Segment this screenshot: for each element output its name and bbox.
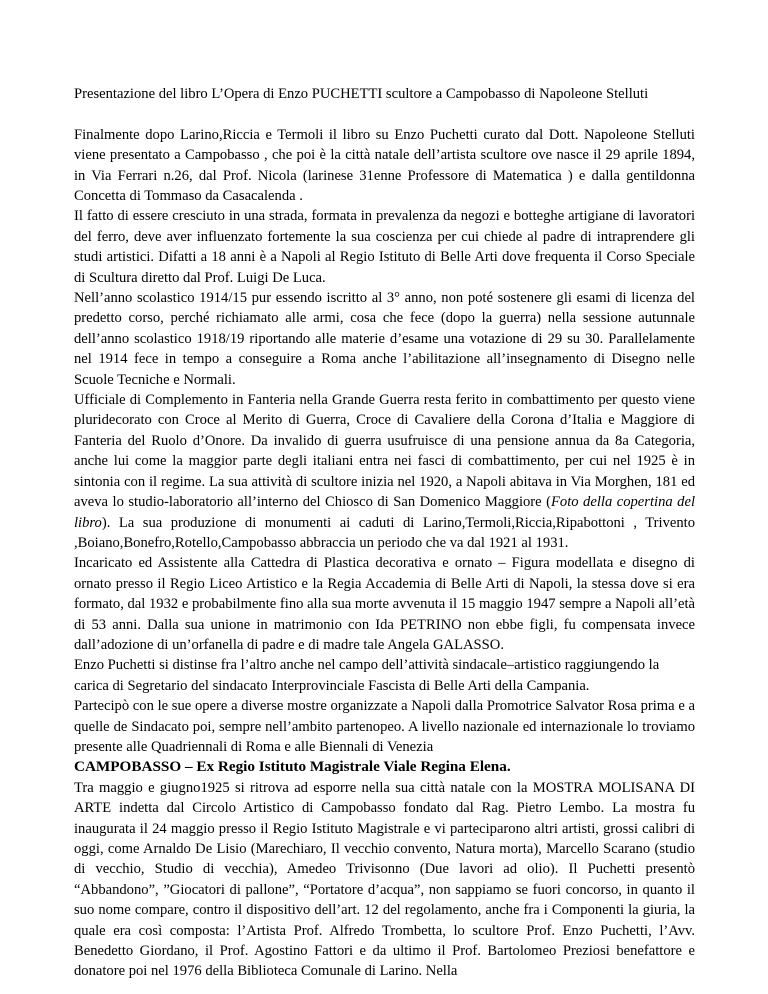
paragraph-war-text-end: ). La sua produzione di monumenti ai caduti di Larino,Termoli,Riccia,Ripabottoni , Trivento ,Boiano,Bonefro,Rotello,Campobasso abbraccia un periodo che va dal 1921 al 1931. (74, 514, 695, 551)
paragraph-teaching: Incaricato ed Assistente alla Cattedra di Plastica decorativa e ornato – Figura modellata e disegno di ornato presso il Regio Liceo Artistico e la Regia Accademia di Belle Arti di Napoli, la stessa dove si era formato, dal 1932 e probabilmente fino alla sua morte avvenuta il 15 maggio 1947 sempre a Napoli all’età di 53 anni. Dalla sua unione in matrimonio con Ida PETRINO non ebbe figli, fu compensata invece dall’adozione di un’orfanella di padre e di madre tale Angela GALASSO. (74, 555, 695, 653)
paragraph-war (74, 390, 695, 553)
paragraph-mostra: Tra maggio e giugno1925 si ritrova ad esporre nella sua città natale con la MOSTRA MOLISANA DI ARTE indetta dal Circolo Artistico di Campobasso fondato dal Rag. Pietro Lembo. La mostra fu inaugurata il 24 maggio presso il Regio Istituto Magistrale e vi parteciparono altri artisti, grossi calibri di oggi, come Arnaldo De Lisio (Marechiaro, Il vecchio convento, Natura morta), Marcello Scarano (studio di vecchio, Studio di vecchia), Amedeo Trivisonno (Due lavori ad olio). Il Puchetti presentò “Abbandono”, ”Giocatori di pallone”, “Portatore d’acqua”, non sappiamo se fuori concorso, in quanto il suo nome compare, contro il dispositivo dell’art. 12 del regolamento, anche fra i Componenti la giuria, la quale era così composta: l’Artista Prof. Alfredo Trombetta, lo scultore Prof. Enzo Puchetti, l’Avv. Benedetto Giordano, il Prof. Agostino Fattori e da ultimo il Prof. Bartolomeo Preziosi benefattore e donatore poi nel 1976 della Biblioteca Comunale di Larino. Nella (74, 779, 695, 980)
section-heading: CAMPOBASSO – Ex Regio Istituto Magistrale Viale Regina Elena. (74, 758, 511, 776)
paragraph-birth: Finalmente dopo Larino,Riccia e Termoli il libro su Enzo Puchetti curato dal Dott. Napoleone Stelluti viene presentato a Campobasso , che poi è la città natale dell’artista scultore ove nasce il 29 aprile 1894, in Via Ferrari n.26, dal Prof. Nicola (larinese 31enne Professore di Matematica ) e dalla gentildonna Concetta di Tommaso da Casacalenda . (74, 126, 695, 205)
photo-caption: Foto della copertina del libro (74, 494, 695, 531)
document-title: Presentazione del libro L’Opera di Enzo PUCHETTI scultore a Campobasso di Napoleone Stelluti (74, 86, 649, 102)
paragraph-war-text: Ufficiale di Complemento in Fanteria nella Grande Guerra resta ferito in combattimento per questo viene pluridecorato con Croce al Merito di Guerra, Croce di Cavaliere della Corona d’Italia e Maggiore di Fanteria del Ruolo d’Onore. Da invalido di guerra usufruisce di una pensione annua da 8a Categoria, anche lui come la maggior parte degli italiani entra nei fasci di combattimento, per cui nel 1925 è in sintonia con il regime. La sua attività di scultore inizia nel 1920, a Napoli abitava in Via Morghen, 181 ed aveva lo studio-laboratorio all’interno del Chiosco di San Domenico Maggiore ( (74, 392, 695, 511)
paragraph-union: Enzo Puchetti si distinse fra l’altro anche nel campo dell’attività sindacale–artistico raggiungendo la carica di Segretario del sindacato Interprovinciale Fascista di Belle Arti della Campania. (74, 657, 660, 694)
paragraph-school-year: Nell’anno scolastico 1914/15 pur essendo iscritto al 3° anno, non poté sostenere gli esami di licenza del predetto corso, perché richiamato alle armi, cosa che fece (dopo la guerra) nella sessione autunnale dell’anno scolastico 1918/19 riportando alle materie d’esame una votazione di 29 su 30. Parallelamente nel 1914 fece in tempo a conseguire a Roma anche l’abilitazione all’insegnamento di Disegno nelle Scuole Tecniche e Normali. (74, 290, 695, 388)
paragraph-studies: Il fatto di essere cresciuto in una strada, formata in prevalenza da negozi e botteghe artigiane di lavoratori del ferro, deve aver influenzato fortemente la sua coscienza per cui chiede al padre di intraprendere gli studi artistici. Difatti a 18 anni è a Napoli al Regio Istituto di Belle Arti dove frequenta il Corso Speciale di Scultura diretto dal Prof. Luigi De Luca. (74, 208, 695, 286)
document-page (74, 84, 695, 982)
paragraph-exhibitions: Partecipò con le sue opere a diverse mostre organizzate a Napoli dalla Promotrice Salvator Rosa prima e a quelle de Sindacato poi, sempre nell’ambito partenopeo. A livello nazionale ed internazionale lo troviamo presente alle Quadriennali di Roma e alle Biennali di Venezia (74, 698, 695, 755)
